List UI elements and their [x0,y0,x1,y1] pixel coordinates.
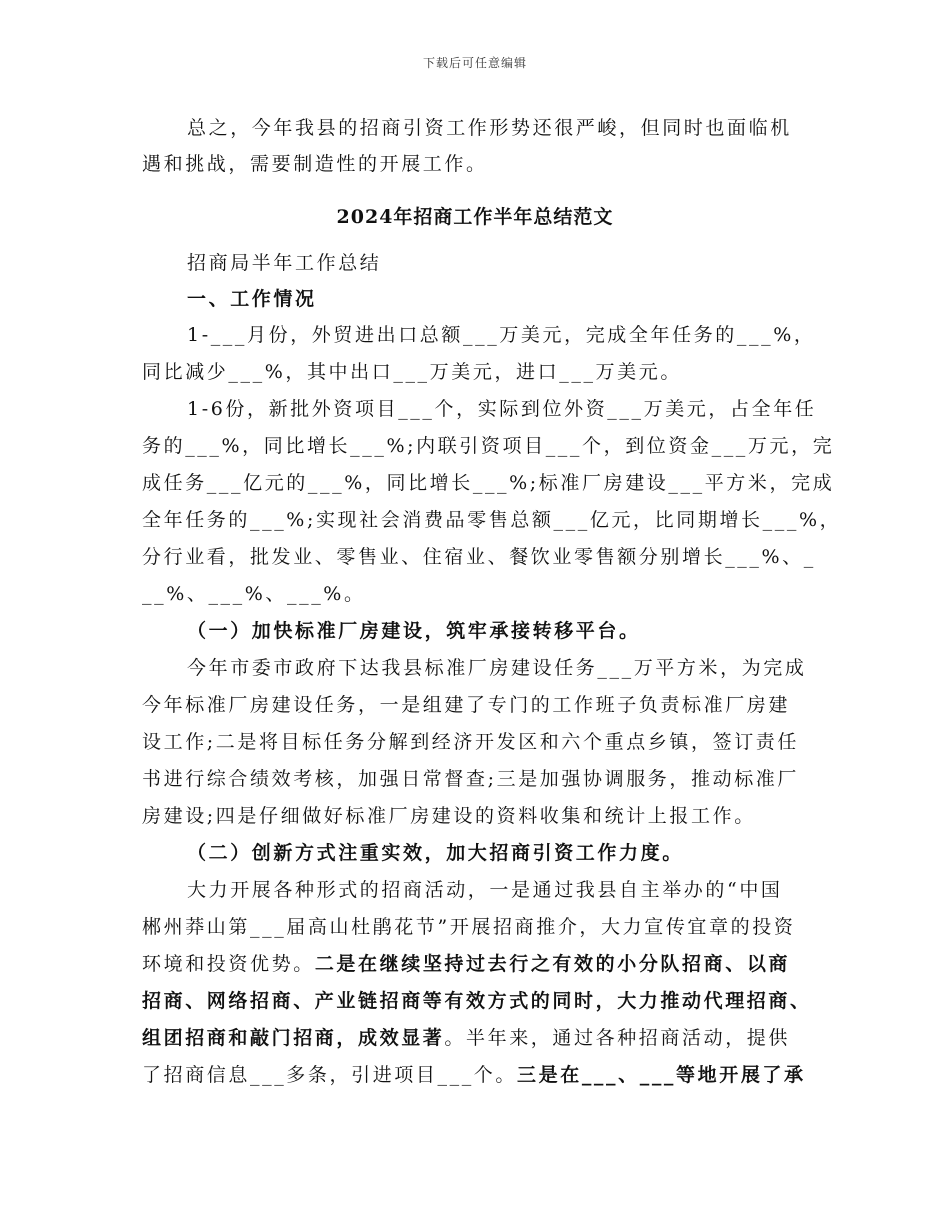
paragraph-line: 务的___%，同比增长___%;内联引资项目___个，到位资金___万元，完 [142,435,835,457]
page-header: 下载后可任意编辑 [422,56,527,70]
bold-text-run: 二是在继续坚持过去行之有效的小分队招商、以商 [314,953,791,975]
paragraph-line: 招商、网络招商、产业链招商等有效方式的同时，大力推动代理招商、 [142,990,812,1012]
paragraph-line: 今年标准厂房建设任务，一是组建了专门的工作班子负责标准厂房建 [142,694,791,716]
paragraph-line [142,1026,822,1050]
paragraph-line [142,1063,822,1087]
text-run: 了招商信息___多条，引进项目___个。 [142,1064,518,1086]
paragraph-line: 大力开展各种形式的招商活动，一是通过我县自主举办的“中国 [187,879,783,901]
paragraph-line: 招商局半年工作总结 [187,252,382,274]
paragraph-line: 书进行综合绩效考核，加强日常督查;三是加强协调服务，推动标准厂 [142,768,800,790]
section-heading: 一、工作情况 [187,288,317,310]
paragraph-line: 同比减少___%，其中出口___万美元，进口___万美元。 [142,361,682,383]
text-run: 环境和投资优势。 [142,953,315,975]
paragraph-line: 遇和挑战，需要制造性的开展工作。 [142,153,488,175]
paragraph-line: 1-6份，新批外资项目___个，实际到位外资___万美元，占全年任 [187,398,817,420]
paragraph-line: 今年市委市政府下达我县标准厂房建设任务___万平方米，为完成 [187,657,807,679]
paragraph-line: __%、___%、___%。 [142,583,366,605]
bold-text-run: 组团招商和敲门招商，成效显著 [142,1027,445,1049]
paragraph-line: 成任务___亿元的___%，同比增长___%;标准厂房建设___平方米，完成 [142,472,835,494]
paragraph-line: 房建设;四是仔细做好标准厂房建设的资料收集和统计上报工作。 [142,805,756,827]
text-run: 。半年来，通过各种招商活动，提供 [444,1027,791,1049]
paragraph-line: 设工作;二是将目标任务分解到经济开发区和六个重点乡镇，签订责任 [142,731,800,753]
paragraph-line: 1-___月份，外贸进出口总额___万美元，完成全年任务的___%， [187,324,816,346]
bold-text-run: 三是在___、___等地开展了承 [517,1064,806,1086]
paragraph-line: 总之，今年我县的招商引资工作形势还很严峻，但同时也面临机 [187,117,792,139]
paragraph-line: 分行业看，批发业、零售业、住宿业、餐饮业零售额分别增长___%、_ [142,546,816,568]
subsection-heading: （一）加快标准厂房建设，筑牢承接转移平台。 [187,620,641,642]
subsection-heading: （二）创新方式注重实效，加大招商引资工作力度。 [187,842,684,864]
paragraph-line: 全年任务的___%;实现社会消费品零售总额___亿元，比同期增长___%， [142,509,842,531]
paragraph-line [142,952,822,976]
document-title: 2024年招商工作半年总结范文 [336,206,614,228]
paragraph-line: 郴州莽山第___届高山杜鹃花节”开展招商推介，大力宣传宜章的投资 [142,916,796,938]
